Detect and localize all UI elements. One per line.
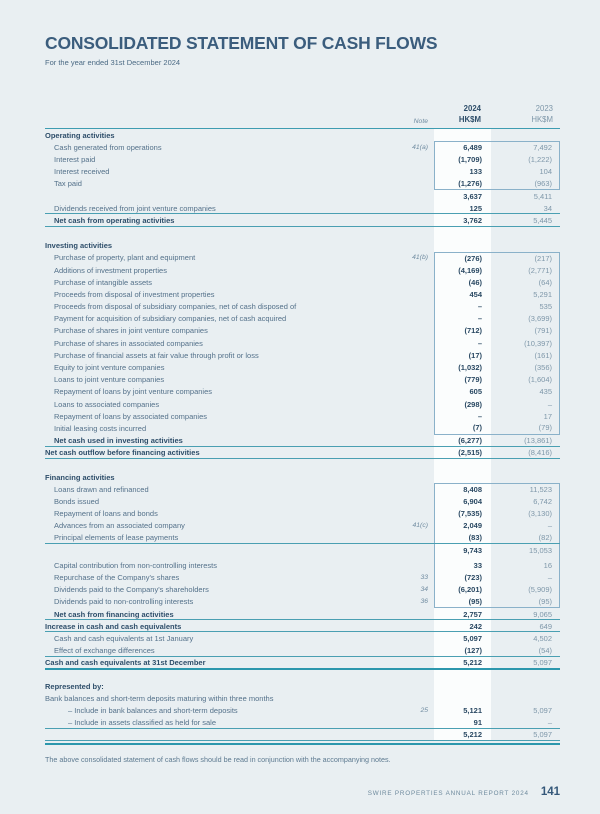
value-2024: – bbox=[477, 338, 482, 348]
column-header-2024-year: 2024 bbox=[463, 104, 481, 113]
value-2023: (1,222) bbox=[528, 155, 552, 164]
value-2024: (95) bbox=[468, 596, 482, 606]
value-2024: (1,709) bbox=[458, 155, 482, 164]
table-row bbox=[45, 214, 560, 226]
row-label: Bank balances and short-term deposits maturing within three months bbox=[45, 693, 274, 703]
row-values bbox=[434, 507, 560, 519]
table-row bbox=[45, 657, 560, 669]
table-row bbox=[45, 544, 560, 556]
value-2023: 5,291 bbox=[533, 289, 552, 299]
value-2024: 5,121 bbox=[463, 705, 482, 715]
value-2023: – bbox=[547, 718, 552, 728]
value-2023: (1,604) bbox=[528, 375, 552, 385]
row-values bbox=[434, 584, 560, 596]
row-label: Purchase of shares in joint venture companies bbox=[54, 326, 208, 336]
row-note: 25 bbox=[420, 706, 428, 714]
table-row bbox=[45, 337, 560, 349]
row-values bbox=[434, 300, 560, 312]
row-label: Purchase of financial assets at fair value through profit or loss bbox=[54, 350, 259, 360]
row-values bbox=[434, 571, 560, 583]
row-label: Effect of exchange differences bbox=[54, 646, 155, 656]
value-2024: (2,515) bbox=[458, 448, 482, 458]
table-row bbox=[45, 632, 560, 644]
value-2023: 5,097 bbox=[533, 730, 552, 740]
row-label: Net cash from financing activities bbox=[54, 609, 174, 619]
value-2023: 6,742 bbox=[533, 496, 552, 506]
table-row bbox=[45, 471, 560, 483]
value-2024: (6,277) bbox=[458, 436, 482, 446]
table-row bbox=[45, 729, 560, 741]
row-label: Additions of investment properties bbox=[54, 265, 167, 275]
row-values bbox=[434, 129, 560, 141]
value-2024: – bbox=[477, 314, 482, 324]
value-2023: (3,130) bbox=[528, 509, 552, 519]
table-row bbox=[45, 704, 560, 716]
column-header-values bbox=[434, 104, 560, 125]
row-label: Proceeds from disposal of investment properties bbox=[54, 289, 215, 299]
report-footer bbox=[368, 786, 560, 798]
value-2024: (7,535) bbox=[458, 509, 482, 519]
table-row bbox=[45, 166, 560, 178]
row-note: 36 bbox=[420, 598, 428, 606]
row-label: Advances from an associated company bbox=[54, 521, 185, 531]
table-row bbox=[45, 596, 560, 608]
row-values bbox=[434, 692, 560, 704]
value-2023: 5,445 bbox=[533, 215, 552, 225]
row-values bbox=[434, 410, 560, 422]
table-row bbox=[45, 252, 560, 264]
value-2023: (64) bbox=[538, 277, 552, 287]
value-2024: 5,097 bbox=[463, 633, 482, 643]
row-values bbox=[434, 264, 560, 276]
column-header-2023 bbox=[491, 104, 560, 125]
row-label: Interest received bbox=[54, 167, 110, 177]
value-2023: (791) bbox=[534, 326, 552, 336]
value-2023: (161) bbox=[534, 350, 552, 360]
table-row bbox=[45, 584, 560, 596]
value-2024: 6,904 bbox=[463, 496, 482, 506]
value-2023: 5,097 bbox=[533, 658, 552, 668]
table-row bbox=[45, 483, 560, 495]
row-label: Net cash used in investing activities bbox=[54, 436, 183, 446]
value-2024: 133 bbox=[469, 167, 482, 177]
column-header-2023-year: 2023 bbox=[535, 104, 553, 113]
row-label: Increase in cash and cash equivalents bbox=[45, 621, 182, 631]
row-values bbox=[434, 252, 560, 264]
value-2024: 605 bbox=[469, 387, 482, 397]
value-2024: (1,276) bbox=[458, 178, 482, 188]
row-note: 41(a) bbox=[412, 143, 428, 151]
row-label: Tax paid bbox=[54, 179, 82, 189]
table-row bbox=[45, 361, 560, 373]
row-values bbox=[434, 190, 560, 202]
value-2024: – bbox=[477, 302, 482, 312]
row-label: Repayment of loans by joint venture companies bbox=[54, 387, 213, 397]
table-row bbox=[45, 692, 560, 704]
value-2024: 33 bbox=[473, 560, 482, 570]
row-label: Dividends paid to non-controlling interests bbox=[54, 597, 194, 607]
value-2023: – bbox=[547, 399, 552, 409]
row-label: Cash and cash equivalents at 1st January bbox=[54, 633, 194, 643]
value-2024: 91 bbox=[473, 718, 482, 728]
value-2023: (3,699) bbox=[528, 314, 552, 324]
value-2023: (54) bbox=[538, 646, 552, 656]
value-2023: – bbox=[547, 573, 552, 582]
table-row bbox=[45, 532, 560, 544]
table-row bbox=[45, 178, 560, 190]
table-row bbox=[45, 288, 560, 300]
row-note: 34 bbox=[420, 586, 428, 594]
rule bbox=[45, 743, 560, 745]
value-2024: 6,489 bbox=[463, 143, 482, 153]
value-2024: 5,212 bbox=[463, 658, 482, 668]
value-2023: 649 bbox=[539, 621, 552, 631]
row-values bbox=[434, 398, 560, 410]
row-values bbox=[434, 386, 560, 398]
table-row bbox=[45, 264, 560, 276]
table-row bbox=[45, 495, 560, 507]
value-2023: 15,053 bbox=[529, 545, 552, 555]
row-label: Capital contribution from non-controlling interests bbox=[54, 560, 217, 570]
value-2024: 2,049 bbox=[463, 521, 482, 531]
value-2023: (217) bbox=[534, 253, 552, 263]
table-row bbox=[45, 398, 560, 410]
value-2023: 16 bbox=[543, 560, 552, 570]
row-label: Loans drawn and refinanced bbox=[54, 484, 149, 494]
row-values bbox=[434, 227, 560, 240]
value-2024: 3,762 bbox=[463, 215, 482, 225]
value-2023: 7,492 bbox=[533, 143, 552, 153]
value-2023: (8,416) bbox=[528, 448, 552, 458]
table-row bbox=[45, 202, 560, 214]
table-row bbox=[45, 276, 560, 288]
row-values bbox=[434, 153, 560, 165]
row-values bbox=[434, 337, 560, 349]
row-values bbox=[434, 704, 560, 716]
row-label: Bonds issued bbox=[54, 496, 100, 506]
row-label: Equity to joint venture companies bbox=[54, 363, 165, 372]
row-values bbox=[434, 559, 560, 571]
row-values bbox=[434, 495, 560, 507]
value-2023: 34 bbox=[543, 203, 552, 213]
value-2024: (276) bbox=[464, 253, 482, 263]
value-2024: (46) bbox=[468, 277, 482, 287]
table-row bbox=[45, 447, 560, 459]
row-values bbox=[434, 657, 560, 669]
value-2023: 435 bbox=[539, 387, 552, 397]
row-values bbox=[434, 471, 560, 483]
column-headers bbox=[45, 104, 560, 125]
value-2024: (779) bbox=[464, 375, 482, 385]
value-2024: 8,408 bbox=[463, 485, 482, 495]
table-row-spacer bbox=[45, 459, 560, 471]
value-2023: 11,523 bbox=[529, 485, 552, 495]
page-number: 141 bbox=[540, 786, 560, 798]
value-2023: (95) bbox=[538, 596, 552, 606]
row-label: – Include in assets classified as held for sale bbox=[68, 718, 216, 728]
value-2024: 242 bbox=[469, 621, 482, 631]
row-values bbox=[434, 544, 560, 556]
row-label: Net cash outflow before financing activities bbox=[45, 448, 200, 458]
table-row bbox=[45, 190, 560, 202]
table-row bbox=[45, 129, 560, 141]
table-row bbox=[45, 680, 560, 692]
table-row bbox=[45, 435, 560, 447]
table-row bbox=[45, 608, 560, 620]
table-row bbox=[45, 141, 560, 153]
row-label: Interest paid bbox=[54, 155, 96, 164]
value-2024: (17) bbox=[468, 350, 482, 360]
value-2024: (1,032) bbox=[458, 363, 482, 372]
value-2024: (127) bbox=[464, 646, 482, 656]
column-header-note: Note bbox=[413, 118, 428, 126]
value-2023: (10,397) bbox=[524, 338, 552, 348]
value-2023: 535 bbox=[539, 302, 552, 312]
row-label: Purchase of intangible assets bbox=[54, 277, 152, 287]
row-label: Cash generated from operations bbox=[54, 142, 162, 152]
table-row bbox=[45, 559, 560, 571]
row-label: Principal elements of lease payments bbox=[54, 533, 179, 543]
row-values bbox=[434, 240, 560, 252]
value-2024: (723) bbox=[464, 573, 482, 582]
row-label: Financing activities bbox=[45, 472, 115, 482]
value-2023: (356) bbox=[534, 363, 552, 372]
value-2024: (83) bbox=[468, 533, 482, 543]
row-values bbox=[434, 483, 560, 495]
table-row-spacer bbox=[45, 227, 560, 240]
row-note: 33 bbox=[420, 574, 428, 581]
page-title: CONSOLIDATED STATEMENT OF CASH FLOWS bbox=[45, 33, 438, 53]
row-values bbox=[434, 632, 560, 644]
row-note: 41(c) bbox=[412, 522, 428, 530]
row-label: Net cash from operating activities bbox=[54, 215, 175, 225]
value-2024: (6,201) bbox=[458, 585, 482, 595]
table-row bbox=[45, 620, 560, 632]
table-row bbox=[45, 374, 560, 386]
row-values bbox=[434, 680, 560, 692]
row-values bbox=[434, 459, 560, 471]
row-values bbox=[434, 288, 560, 300]
rule bbox=[45, 740, 560, 741]
row-values bbox=[434, 276, 560, 288]
table-row-spacer bbox=[45, 669, 560, 680]
row-label: Repurchase of the Company's shares bbox=[54, 573, 180, 582]
value-2023: (79) bbox=[538, 423, 552, 433]
value-2023: 17 bbox=[543, 411, 552, 421]
row-label: Initial leasing costs incurred bbox=[54, 423, 147, 433]
value-2023: 5,411 bbox=[533, 191, 552, 201]
table-footnote: The above consolidated statement of cash flows should be read in conjunction with the accompanying notes. bbox=[45, 754, 391, 764]
value-2023: (2,771) bbox=[528, 265, 552, 275]
row-values bbox=[434, 313, 560, 325]
table-row bbox=[45, 716, 560, 728]
row-label: Payment for acquisition of subsidiary companies, net of cash acquired bbox=[54, 314, 287, 324]
row-values bbox=[434, 141, 560, 153]
row-values bbox=[434, 349, 560, 361]
value-2023: 4,502 bbox=[533, 633, 552, 643]
row-label: Dividends received from joint venture companies bbox=[54, 203, 216, 213]
row-label: Loans to joint venture companies bbox=[54, 375, 165, 385]
column-header-2024 bbox=[434, 104, 491, 125]
table-row bbox=[45, 349, 560, 361]
table-row bbox=[45, 325, 560, 337]
row-values bbox=[434, 178, 560, 190]
table-row bbox=[45, 153, 560, 165]
value-2024: (4,169) bbox=[458, 265, 482, 275]
value-2024: (7) bbox=[472, 423, 482, 433]
table-row bbox=[45, 645, 560, 657]
row-label: Repayment of loans and bonds bbox=[54, 509, 158, 519]
value-2023: (963) bbox=[534, 178, 552, 188]
row-label: Loans to associated companies bbox=[54, 399, 160, 409]
value-2024: 2,757 bbox=[463, 609, 482, 619]
value-2024: 5,212 bbox=[463, 730, 482, 740]
value-2023: 9,065 bbox=[533, 609, 552, 619]
row-label: Represented by: bbox=[45, 681, 104, 691]
page-subtitle: For the year ended 31st December 2024 bbox=[45, 58, 181, 67]
row-label: Cash and cash equivalents at 31st December bbox=[45, 658, 206, 668]
value-2024: 3,637 bbox=[463, 191, 482, 201]
column-header-2024-unit: HK$M bbox=[458, 114, 481, 124]
cashflow-table bbox=[45, 128, 560, 741]
table-row bbox=[45, 300, 560, 312]
row-label: Repayment of loans by associated companies bbox=[54, 411, 208, 421]
value-2023: 5,097 bbox=[533, 705, 552, 715]
value-2024: 9,743 bbox=[463, 545, 482, 555]
value-2024: – bbox=[477, 411, 482, 421]
row-values bbox=[434, 520, 560, 532]
row-values bbox=[434, 422, 560, 434]
footer-report-name: SWIRE PROPERTIES ANNUAL REPORT 2024 bbox=[367, 790, 529, 797]
table-row bbox=[45, 410, 560, 422]
value-2023: 104 bbox=[539, 167, 552, 177]
row-label: – Include in bank balances and short-term deposits bbox=[68, 705, 238, 715]
row-label: Operating activities bbox=[45, 130, 115, 140]
row-values bbox=[434, 166, 560, 178]
table-row bbox=[45, 422, 560, 434]
row-label: Purchase of shares in associated companies bbox=[54, 338, 203, 348]
row-label: Investing activities bbox=[45, 241, 113, 251]
table-row bbox=[45, 386, 560, 398]
row-label: Purchase of property, plant and equipment bbox=[54, 253, 196, 263]
table-row bbox=[45, 507, 560, 519]
value-2024: (712) bbox=[464, 326, 482, 336]
table-row bbox=[45, 313, 560, 325]
value-2024: 454 bbox=[469, 289, 482, 299]
value-2024: (298) bbox=[464, 399, 482, 409]
row-values bbox=[434, 669, 560, 680]
value-2024: 125 bbox=[469, 203, 482, 213]
value-2023: (82) bbox=[538, 533, 552, 543]
table-row bbox=[45, 571, 560, 583]
row-label: Proceeds from disposal of subsidiary companies, net of cash disposed of bbox=[54, 302, 297, 312]
table-row bbox=[45, 240, 560, 252]
row-label: Dividends paid to the Company's shareholders bbox=[54, 585, 209, 595]
table-row bbox=[45, 520, 560, 532]
row-note: 41(b) bbox=[412, 254, 428, 262]
value-2023: (5,909) bbox=[528, 585, 552, 595]
row-values bbox=[434, 325, 560, 337]
value-2023: (13,861) bbox=[524, 436, 552, 446]
row-values bbox=[434, 374, 560, 386]
row-values bbox=[434, 361, 560, 373]
column-header-2023-unit: HK$M bbox=[531, 114, 553, 124]
row-values bbox=[434, 596, 560, 608]
value-2023: – bbox=[547, 521, 552, 531]
